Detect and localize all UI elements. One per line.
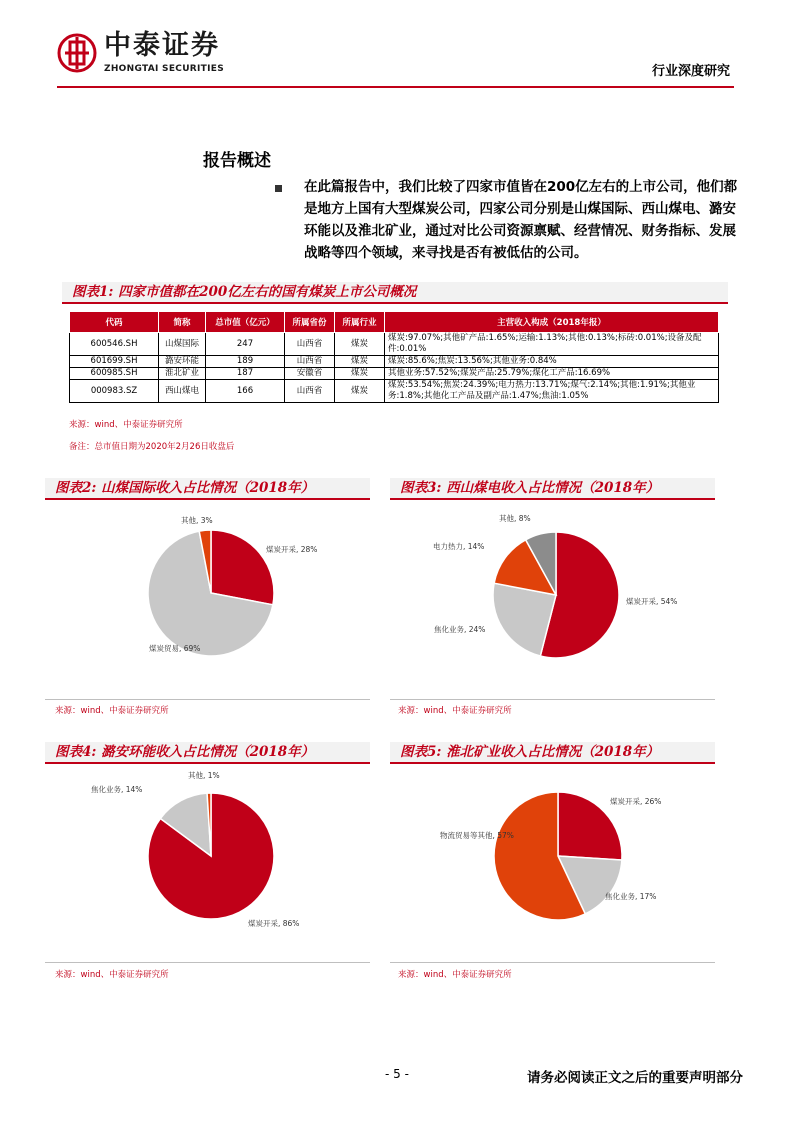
col-header-name: 简称 <box>159 312 206 333</box>
cell-code: 600546.SH <box>70 333 159 356</box>
figure-4-source: 来源：wind、中泰证券研究所 <box>55 970 169 980</box>
cell-code: 601699.SH <box>70 356 159 368</box>
bullet-icon <box>275 185 282 192</box>
figure-5-source: 来源：wind、中泰证券研究所 <box>398 970 512 980</box>
figure-1-note: 备注：总市值日期为2020年2月26日收盘后 <box>69 442 235 452</box>
figure-1-title: 图表1: 四家市值都在200亿左右的国有煤炭上市公司概况 <box>62 282 728 304</box>
figure-5-divider <box>390 962 715 963</box>
cell-industry: 煤炭 <box>335 333 385 356</box>
table-row <box>70 333 719 356</box>
pie-data-label: 煤炭开采, 54% <box>626 597 678 606</box>
figure-3-title: 图表3: 西山煤电收入占比情况（2018年） <box>390 478 715 500</box>
figure-2-title: 图表2: 山煤国际收入占比情况（2018年） <box>45 478 370 500</box>
cell-code: 000983.SZ <box>70 380 159 403</box>
figure-4-title: 图表4: 潞安环能收入占比情况（2018年） <box>45 742 370 764</box>
company-logo-english: ZHONGTAI SECURITIES <box>104 64 224 74</box>
cell-cap: 189 <box>206 356 285 368</box>
cell-name: 潞安环能 <box>159 356 206 368</box>
figure-5-title: 图表5: 淮北矿业收入占比情况（2018年） <box>390 742 715 764</box>
figure-2-pie-chart <box>45 505 370 695</box>
cell-revenue: 其他业务:57.52%;煤炭产品:25.79%;煤化工产品:16.69% <box>385 368 719 380</box>
cell-industry: 煤炭 <box>335 380 385 403</box>
pie-data-label: 其他, 8% <box>499 514 531 523</box>
pie-data-label: 煤炭贸易, 69% <box>149 644 201 653</box>
col-header-province: 所属省份 <box>285 312 335 333</box>
company-table <box>69 311 719 403</box>
table-row <box>70 380 719 403</box>
cell-cap: 187 <box>206 368 285 380</box>
cell-code: 600985.SH <box>70 368 159 380</box>
pie-data-label: 其他, 3% <box>181 516 213 525</box>
pie-slice <box>211 530 274 605</box>
pie-data-label: 煤炭开采, 86% <box>248 919 300 928</box>
header-divider <box>57 86 734 88</box>
col-header-code: 代码 <box>70 312 159 333</box>
figure-4-pie-chart <box>45 768 370 958</box>
cell-cap: 247 <box>206 333 285 356</box>
figure-2-divider <box>45 699 370 700</box>
figure-3-divider <box>390 699 715 700</box>
cell-province: 山西省 <box>285 356 335 368</box>
cell-cap: 166 <box>206 380 285 403</box>
company-logo-name: 中泰证券 <box>104 30 220 61</box>
pie-data-label: 电力热力, 14% <box>433 542 485 551</box>
page-number: - 5 - <box>385 1067 409 1081</box>
pie-data-label: 煤炭开采, 28% <box>266 545 318 554</box>
pie-data-label: 焦化业务, 24% <box>434 625 486 634</box>
pie-data-label: 焦化业务, 17% <box>605 892 657 901</box>
col-header-revenue: 主营收入构成（2018年报） <box>385 312 719 333</box>
figure-3-pie-chart <box>390 505 715 695</box>
cell-province: 安徽省 <box>285 368 335 380</box>
overview-paragraph: 在此篇报告中，我们比较了四家市值皆在200亿左右的上市公司，他们都是地方上国有大型煤炭公司，四家公司分别是山煤国际、西山煤电、潞安环能以及淮北矿业，通过对比公司资源禀赋、经营情况、财务指标、发展战略等四个领域，来寻找是否有被低估的公司。 <box>304 179 738 261</box>
cell-name: 西山煤电 <box>159 380 206 403</box>
pie-data-label: 焦化业务, 14% <box>91 785 143 794</box>
cell-revenue: 煤炭:85.6%;焦炭:13.56%;其他业务:0.84% <box>385 356 719 368</box>
table-row <box>70 368 719 380</box>
figure-3-source: 来源：wind、中泰证券研究所 <box>398 706 512 716</box>
cell-name: 淮北矿业 <box>159 368 206 380</box>
cell-name: 山煤国际 <box>159 333 206 356</box>
pie-data-label: 物流贸易等其他, 57% <box>440 831 514 840</box>
figure-5-pie-chart <box>390 768 715 958</box>
cell-industry: 煤炭 <box>335 356 385 368</box>
cell-industry: 煤炭 <box>335 368 385 380</box>
figure-4-divider <box>45 962 370 963</box>
report-type: 行业深度研究 <box>651 64 730 79</box>
table-row <box>70 356 719 368</box>
figure-2-source: 来源：wind、中泰证券研究所 <box>55 706 169 716</box>
pie-data-label: 其他, 1% <box>188 771 220 780</box>
cell-revenue: 煤炭:97.07%;其他矿产品:1.65%;运输:1.13%;其他:0.13%;标砖:0.01%;设备及配件:0.01% <box>385 333 719 356</box>
section-title: 报告概述 <box>203 151 271 171</box>
pie-data-label: 煤炭开采, 26% <box>610 797 662 806</box>
footer-disclaimer: 请务必阅读正文之后的重要声明部分 <box>527 1070 743 1086</box>
cell-revenue: 煤炭:53.54%;焦炭:24.39%;电力热力:13.71%;煤气:2.14%;其他:1.91%;其他业务:1.8%;其他化工产品及副产品:1.47%;焦油:1.05% <box>385 380 719 403</box>
company-logo-mark <box>57 33 97 73</box>
col-header-industry: 所属行业 <box>335 312 385 333</box>
table-header-row <box>70 312 719 333</box>
cell-province: 山西省 <box>285 380 335 403</box>
cell-province: 山西省 <box>285 333 335 356</box>
col-header-cap: 总市值（亿元） <box>206 312 285 333</box>
figure-1-source: 来源：wind、中泰证券研究所 <box>69 420 183 430</box>
